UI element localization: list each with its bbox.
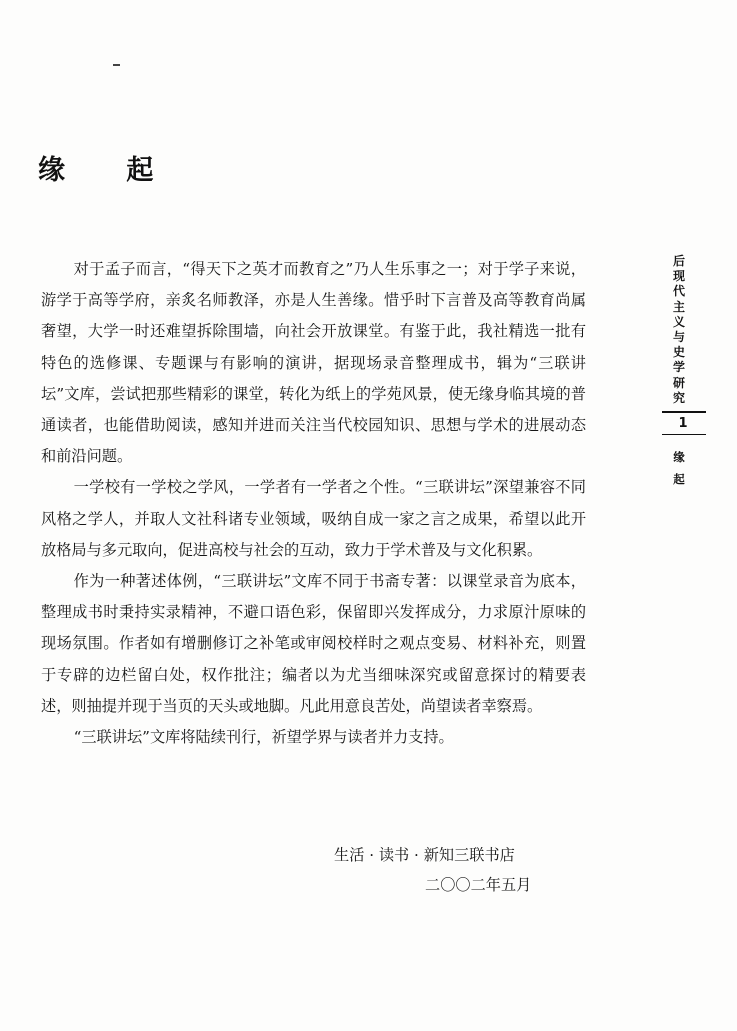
chapter-title: 缘 起 [38, 155, 180, 187]
series-title: 后现代主义与史学研究 [672, 254, 685, 405]
signature-block [320, 840, 580, 900]
publication-date: 二〇〇二年五月 [425, 876, 532, 894]
paragraph-2: 一学校有一学校之学风，一学者有一学者之个性。“三联讲坛”深望兼容不同风格之学人，并取人文社科诸专业领域，吸纳自成一家之言之成果，希望以此开放格局与多元取向，促进高校与社会的互动，致力于学术普及与文化积累。 [41, 478, 586, 559]
side-divider-lower [662, 434, 706, 435]
publisher-name: 生活 · 读书 · 新知三联书店 [334, 846, 515, 864]
scan-speck [113, 64, 120, 66]
side-running-head [662, 254, 706, 490]
page-number: 1 [678, 416, 688, 432]
paragraph-1: 对于孟子而言，“得天下之英才而教育之”乃人生乐事之一；对于学子来说，游学于高等学府，亲炙名师教泽，亦是人生善缘。惜乎时下言普及高等教育尚属奢望，大学一时还难望拆除围墙，向社会开放课堂。有鉴于此，我社精选一批有特色的选修课、专题课与有影响的演讲，据现场录音整理成书，辑为“三联讲坛”文库，尝试把那些精彩的课堂，转化为纸上的学苑风景，使无缘身临其境的普通读者，也能借助阅读，感知并进而关注当代校园知识、思想与学术的进展动态和前沿问题。 [41, 260, 586, 466]
paragraph-3: 作为一种著述体例，“三联讲坛”文库不同于书斋专著：以课堂录音为底本，整理成书时秉持实录精神，不避口语色彩，保留即兴发挥成分，力求原汁原味的现场氛围。作者如有增删修订之补笔或审阅校样时之观点变易、材料补充，则置于专辟的边栏留白处，权作批注；编者以为尤当细味深究或留意探讨的精要表述，则抽提并现于当页的天头或地脚。凡此用意良苦处，尚望读者幸察焉。 [41, 572, 586, 715]
side-divider [662, 411, 706, 413]
body-text [41, 254, 586, 753]
paragraph-4: “三联讲坛”文库将陆续刊行，祈望学界与读者并力支持。 [73, 728, 454, 747]
side-chapter-title: 缘起 [673, 450, 685, 487]
